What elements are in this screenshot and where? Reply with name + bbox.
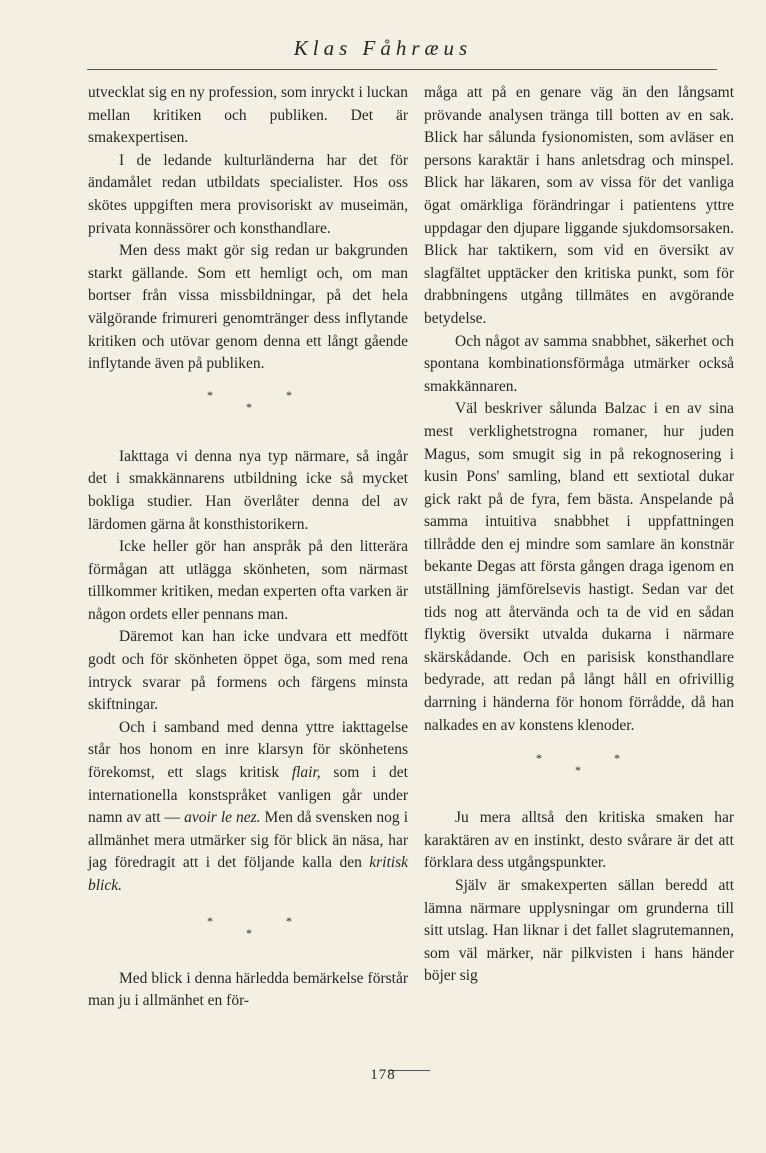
header-rule [87, 69, 717, 70]
italic-term: avoir le nez. [184, 809, 261, 827]
right-column [424, 82, 734, 988]
section-break [88, 376, 408, 432]
paragraph: Väl beskriver sålunda Balzac i en av sina mest verklighetstrogna romaner, hur juden Magus, som smugit sig in på rekognosering i kusin Pons' samling, bland ett sextiotal dukar gick rakt på de fyra, fem bästa. Anspelande på samma intuitiva snabbhet i uppfattningen tillrådde den ej mindre som samlare än konstnär bekante Degas att första gången draga igenom en utställning jämförelsevis hastigt. Sedan var det tids nog att återvända och ta de vid en sådan flyktig översikt utvalda dukarna i närmare skärskådande. Och en parisisk konsthandlare bedyrade, att redan på långt håll en ofrivillig darrning i händerna för honom förrådde, då han nalkades en av konstens klenoder. [424, 400, 734, 734]
asterisk: * [207, 913, 213, 928]
asterisk: * [286, 387, 292, 402]
section-break [88, 898, 408, 954]
paragraph: Med blick i denna härledda bemärkelse förstår man ju i allmänhet en för- [88, 969, 408, 1010]
asterisk: * [286, 913, 292, 928]
paragraph: I de ledande kulturländerna har det för ändamålet redan utbildats specialister. Hos oss skötes uppgiften mera provisoriskt av museimän, privata konnässörer och konsthandlare. [88, 151, 408, 237]
asterisk: * [614, 751, 620, 766]
paragraph: Själv är smakexperten sällan beredd att lämna närmare upplysningar om grunderna till sitt utslag. Han liknar i det fallet slagrutemannen, som väl märker, när pilkvisten i hans händer böjer sig [424, 877, 734, 985]
paragraph: Ju mera alltså den kritiska smaken har karaktären av en instinkt, desto svårare är det att förklara dess utgångspunkter. [424, 809, 734, 872]
asterisk: * [246, 925, 252, 940]
paragraph: Och något av samma snabbhet, säkerhet och spontana kombinationsförmåga utmärker också smakkännaren. [424, 332, 734, 395]
paragraph: Och i samband med denna yttre iakttagelse står hos honom en inre klarsyn för skönhetens förekomst, ett slags kritisk flair, som i det internationella konstspråket vanligen går under namn av att — avoir le nez. Men då svensken nog i allmänhet mera utmärker sig för blick än näsa, har jag föredragit att i det följande kalla den kritisk blick. [88, 718, 408, 894]
italic-term: kritisk blick. [88, 854, 408, 894]
asterisk: * [246, 399, 252, 414]
left-column [88, 82, 408, 1013]
paragraph: Men dess makt gör sig redan ur bakgrunden starkt gällande. Som ett hemligt och, om man bortser från vissa missbildningar, på det hela välgörande frimureri genomtränger dess inflytande kritiken och utövar genom denna ett långt gående inflytande även på publiken. [88, 242, 408, 373]
running-title: Klas Fåhræus [293, 36, 473, 60]
section-break [424, 737, 734, 793]
page-number: 178 [370, 1067, 396, 1083]
asterisk: * [207, 387, 213, 402]
paragraph: utvecklat sig en ny profession, som inryckt i luckan mellan kritiken och publiken. Det är smakexpertisen. [88, 84, 408, 147]
paragraph: Däremot kan han icke undvara ett medfött godt och för skönheten öppet öga, som med rena intryck svarar på formens och färgens minsta skiftningar. [88, 628, 408, 714]
asterisk: * [575, 763, 581, 778]
paragraph: Icke heller gör han anspråk på den litterära förmågan att utlägga skönheten, som närmast tillkommer kritiken, medan experten ofta varken är någon ordets eller pennans man. [88, 538, 408, 623]
asterisk: * [536, 751, 542, 766]
paragraph: måga att på en genare väg än den långsamt prövande analysen tränga till botten av en sak. Blick har sålunda fysionomisten, som avläser en persons karaktär i hans anletsdrag och minspel. Blick har läkaren, som av vissa för det vanliga ögat omärkliga förändringar i patientens yttre uppdagar den djupare liggande sjukdomsorsaken. Blick har taktikern, som vid en översikt av slagfältet upptäcker den kritiska punkt, som för drabbningens utgång tillmätes en avgörande betydelse. [424, 84, 734, 327]
paragraph: Iakttaga vi denna nya typ närmare, så ingår det i smakkännarens utbildning icke så mycket bokliga studier. Han överlåter denna del av lärdomen gärna åt konsthistorikern. [88, 447, 408, 533]
italic-term: flair, [291, 764, 321, 782]
